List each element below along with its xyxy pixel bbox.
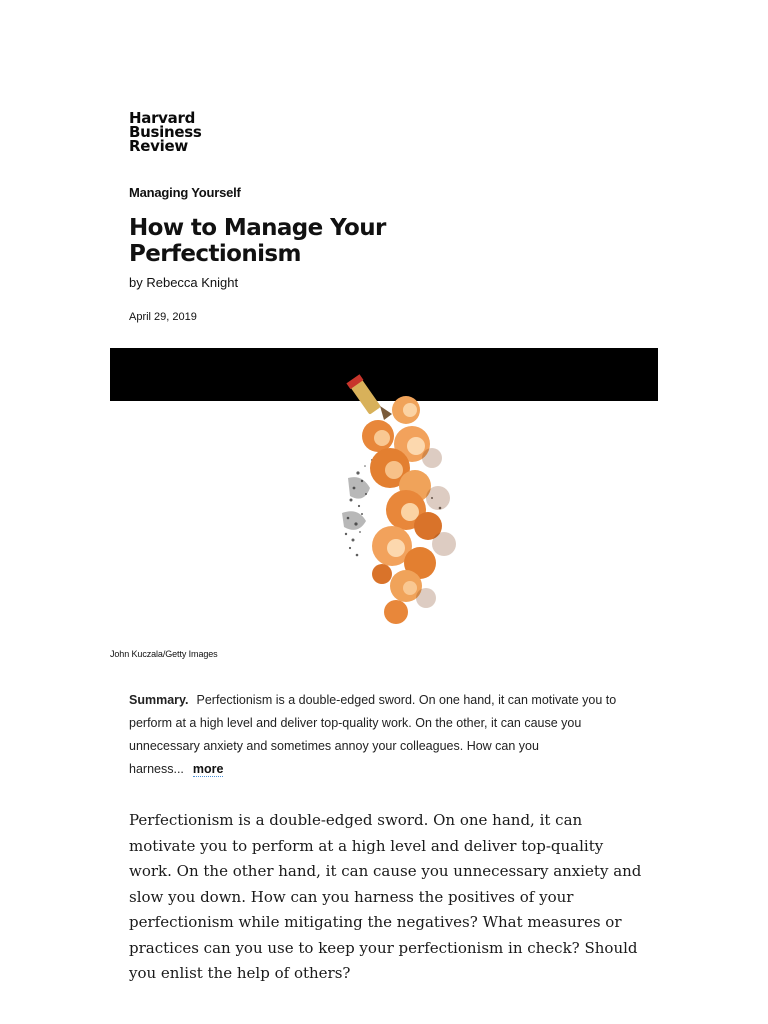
hbr-logo[interactable]	[129, 111, 219, 153]
article-title: How to Manage Your Perfectionism	[129, 215, 386, 267]
summary-text: Perfectionism is a double-edged sword. On one hand, it can motivate you to perform at a high level and deliver top-quality work. On the other, it can cause you unnecessary anxiety and sometimes annoy your colleagues. How can you harness...	[129, 693, 617, 776]
article-date: April 29, 2019	[129, 311, 197, 323]
logo-line-business: Business	[129, 123, 202, 141]
image-credit: John Kuczala/Getty Images	[110, 649, 218, 659]
hero-image	[110, 348, 658, 640]
pencil-stub	[346, 374, 392, 420]
article-summary	[129, 689, 634, 781]
article-byline[interactable]: by Rebecca Knight	[129, 275, 239, 290]
logo-line-review: Review	[129, 137, 188, 155]
pencil-shavings-illustration	[110, 348, 658, 640]
summary-more-link[interactable]: more	[192, 762, 224, 776]
summary-label: Summary.	[129, 693, 189, 707]
article-body-paragraph: Perfectionism is a double-edged sword. On one hand, it can motivate you to perform at a high level and deliver top-quality work. On the other hand, it can cause you unnecessary anxiety and slow you down. How can you harness the positives of your perfectionism while mitigating the negatives? What measures or practices can you use to keep your perfectionism in check? Should you enlist the help of others?	[129, 811, 642, 982]
logo-line-harvard: Harvard	[129, 109, 196, 127]
topic-link[interactable]: Managing Yourself	[129, 185, 241, 200]
